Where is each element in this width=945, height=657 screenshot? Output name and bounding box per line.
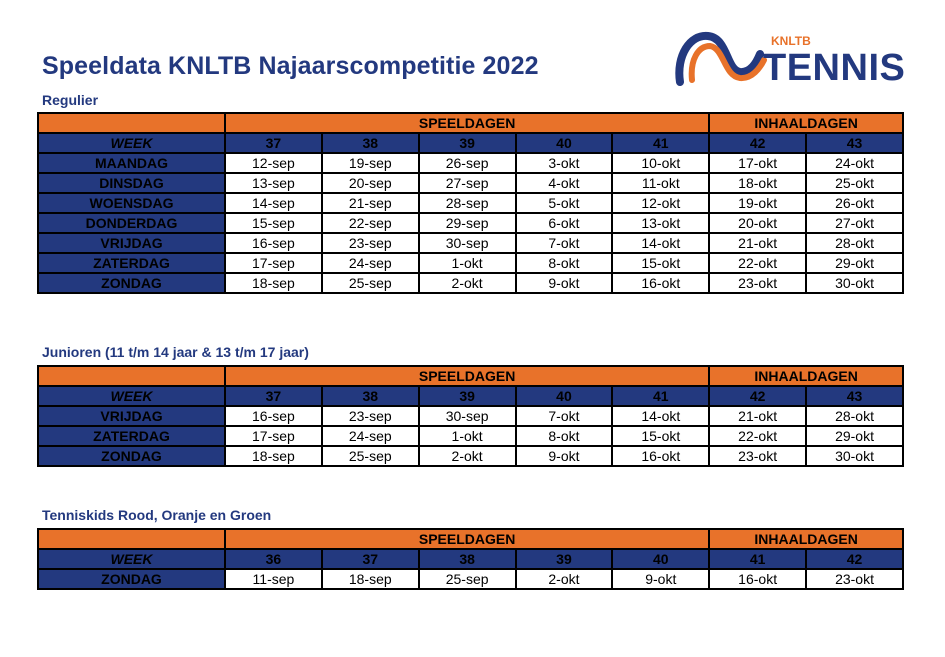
date-cell: 14-okt <box>612 406 709 426</box>
date-cell: 15-okt <box>612 426 709 446</box>
date-cell: 28-okt <box>806 233 903 253</box>
date-cell: 22-okt <box>709 426 806 446</box>
date-cell: 23-okt <box>806 569 903 589</box>
day-label: VRIJDAG <box>38 406 225 426</box>
date-cell: 16-okt <box>612 446 709 466</box>
group-inhaaldagen: INHAALDAGEN <box>709 366 903 386</box>
group-header-row <box>38 366 903 386</box>
day-label: ZATERDAG <box>38 253 225 273</box>
day-label: ZATERDAG <box>38 426 225 446</box>
date-cell: 3-okt <box>516 153 613 173</box>
week-number: 38 <box>419 549 516 569</box>
week-number: 43 <box>806 386 903 406</box>
date-cell: 30-sep <box>419 406 516 426</box>
date-cell: 25-sep <box>322 446 419 466</box>
date-cell: 19-okt <box>709 193 806 213</box>
date-cell: 17-sep <box>225 253 322 273</box>
date-cell: 29-okt <box>806 426 903 446</box>
table-row <box>38 569 903 589</box>
date-cell: 26-sep <box>419 153 516 173</box>
day-label: ZONDAG <box>38 273 225 293</box>
date-cell: 30-sep <box>419 233 516 253</box>
date-cell: 8-okt <box>516 426 613 446</box>
date-cell: 23-okt <box>709 273 806 293</box>
date-cell: 17-okt <box>709 153 806 173</box>
week-number: 41 <box>709 549 806 569</box>
date-cell: 23-sep <box>322 233 419 253</box>
date-cell: 14-okt <box>612 233 709 253</box>
table-row <box>38 426 903 446</box>
date-cell: 11-sep <box>225 569 322 589</box>
date-cell: 18-okt <box>709 173 806 193</box>
date-cell: 15-okt <box>612 253 709 273</box>
day-label: ZONDAG <box>38 446 225 466</box>
section-label-tenniskids: Tenniskids Rood, Oranje en Groen <box>42 507 272 523</box>
date-cell: 18-sep <box>225 446 322 466</box>
date-cell: 29-sep <box>419 213 516 233</box>
section-label-junioren: Junioren (11 t/m 14 jaar & 13 t/m 17 jaar) <box>42 344 309 360</box>
day-label: ZONDAG <box>38 569 225 589</box>
group-inhaaldagen: INHAALDAGEN <box>709 529 903 549</box>
date-cell: 23-sep <box>322 406 419 426</box>
date-cell: 20-sep <box>322 173 419 193</box>
date-cell: 14-sep <box>225 193 322 213</box>
week-label: WEEK <box>38 549 225 569</box>
date-cell: 9-okt <box>612 569 709 589</box>
week-number: 43 <box>806 133 903 153</box>
table-row <box>38 406 903 426</box>
date-cell: 19-sep <box>322 153 419 173</box>
date-cell: 24-okt <box>806 153 903 173</box>
logo-brand-big: TENNIS <box>763 47 906 89</box>
page-title: Speeldata KNLTB Najaarscompetitie 2022 <box>42 52 539 80</box>
group-header-blank <box>38 529 225 549</box>
schedule-table-junioren <box>37 365 904 467</box>
schedule-table-tenniskids <box>37 528 904 590</box>
date-cell: 16-okt <box>709 569 806 589</box>
group-speeldagen: SPEELDAGEN <box>225 529 709 549</box>
date-cell: 21-sep <box>322 193 419 213</box>
week-number: 37 <box>322 549 419 569</box>
date-cell: 13-okt <box>612 213 709 233</box>
table-row <box>38 446 903 466</box>
week-number: 38 <box>322 133 419 153</box>
week-label: WEEK <box>38 386 225 406</box>
week-header-row <box>38 133 903 153</box>
group-header-blank <box>38 366 225 386</box>
table-row <box>38 253 903 273</box>
week-number: 42 <box>709 133 806 153</box>
date-cell: 1-okt <box>419 253 516 273</box>
date-cell: 22-sep <box>322 213 419 233</box>
date-cell: 27-okt <box>806 213 903 233</box>
date-cell: 29-okt <box>806 253 903 273</box>
group-speeldagen: SPEELDAGEN <box>225 113 709 133</box>
date-cell: 1-okt <box>419 426 516 446</box>
date-cell: 2-okt <box>516 569 613 589</box>
week-header-row <box>38 549 903 569</box>
date-cell: 9-okt <box>516 273 613 293</box>
date-cell: 25-sep <box>419 569 516 589</box>
date-cell: 30-okt <box>806 446 903 466</box>
date-cell: 28-sep <box>419 193 516 213</box>
day-label: DONDERDAG <box>38 213 225 233</box>
date-cell: 23-okt <box>709 446 806 466</box>
date-cell: 7-okt <box>516 233 613 253</box>
date-cell: 15-sep <box>225 213 322 233</box>
date-cell: 6-okt <box>516 213 613 233</box>
group-header-row <box>38 113 903 133</box>
week-number: 39 <box>419 386 516 406</box>
week-number: 42 <box>709 386 806 406</box>
week-label: WEEK <box>38 133 225 153</box>
week-number: 37 <box>225 133 322 153</box>
week-number: 40 <box>612 549 709 569</box>
date-cell: 21-okt <box>709 233 806 253</box>
week-number: 37 <box>225 386 322 406</box>
schedule-table-regulier <box>37 112 904 294</box>
date-cell: 26-okt <box>806 193 903 213</box>
group-header-row <box>38 529 903 549</box>
table-row <box>38 213 903 233</box>
knltb-tennis-logo <box>668 26 908 92</box>
section-label-regulier: Regulier <box>42 92 99 108</box>
table-row <box>38 193 903 213</box>
group-speeldagen: SPEELDAGEN <box>225 366 709 386</box>
date-cell: 30-okt <box>806 273 903 293</box>
group-header-blank <box>38 113 225 133</box>
week-number: 38 <box>322 386 419 406</box>
tennis-wave-icon <box>668 26 768 92</box>
date-cell: 12-sep <box>225 153 322 173</box>
week-number: 41 <box>612 133 709 153</box>
date-cell: 25-okt <box>806 173 903 193</box>
table-row <box>38 233 903 253</box>
date-cell: 17-sep <box>225 426 322 446</box>
date-cell: 22-okt <box>709 253 806 273</box>
date-cell: 2-okt <box>419 273 516 293</box>
day-label: MAANDAG <box>38 153 225 173</box>
date-cell: 8-okt <box>516 253 613 273</box>
date-cell: 24-sep <box>322 253 419 273</box>
date-cell: 20-okt <box>709 213 806 233</box>
date-cell: 21-okt <box>709 406 806 426</box>
date-cell: 7-okt <box>516 406 613 426</box>
day-label: DINSDAG <box>38 173 225 193</box>
date-cell: 13-sep <box>225 173 322 193</box>
week-number: 41 <box>612 386 709 406</box>
week-number: 40 <box>516 386 613 406</box>
day-label: WOENSDAG <box>38 193 225 213</box>
table-row <box>38 153 903 173</box>
date-cell: 28-okt <box>806 406 903 426</box>
date-cell: 24-sep <box>322 426 419 446</box>
date-cell: 27-sep <box>419 173 516 193</box>
date-cell: 10-okt <box>612 153 709 173</box>
date-cell: 11-okt <box>612 173 709 193</box>
logo-brand-small: KNLTB <box>771 34 811 48</box>
date-cell: 16-sep <box>225 406 322 426</box>
week-number: 42 <box>806 549 903 569</box>
week-number: 36 <box>225 549 322 569</box>
date-cell: 2-okt <box>419 446 516 466</box>
day-label: VRIJDAG <box>38 233 225 253</box>
group-inhaaldagen: INHAALDAGEN <box>709 113 903 133</box>
date-cell: 18-sep <box>322 569 419 589</box>
week-number: 39 <box>516 549 613 569</box>
table-row <box>38 273 903 293</box>
date-cell: 25-sep <box>322 273 419 293</box>
date-cell: 4-okt <box>516 173 613 193</box>
table-row <box>38 173 903 193</box>
date-cell: 12-okt <box>612 193 709 213</box>
week-number: 40 <box>516 133 613 153</box>
week-header-row <box>38 386 903 406</box>
date-cell: 16-okt <box>612 273 709 293</box>
week-number: 39 <box>419 133 516 153</box>
date-cell: 18-sep <box>225 273 322 293</box>
date-cell: 5-okt <box>516 193 613 213</box>
date-cell: 16-sep <box>225 233 322 253</box>
date-cell: 9-okt <box>516 446 613 466</box>
